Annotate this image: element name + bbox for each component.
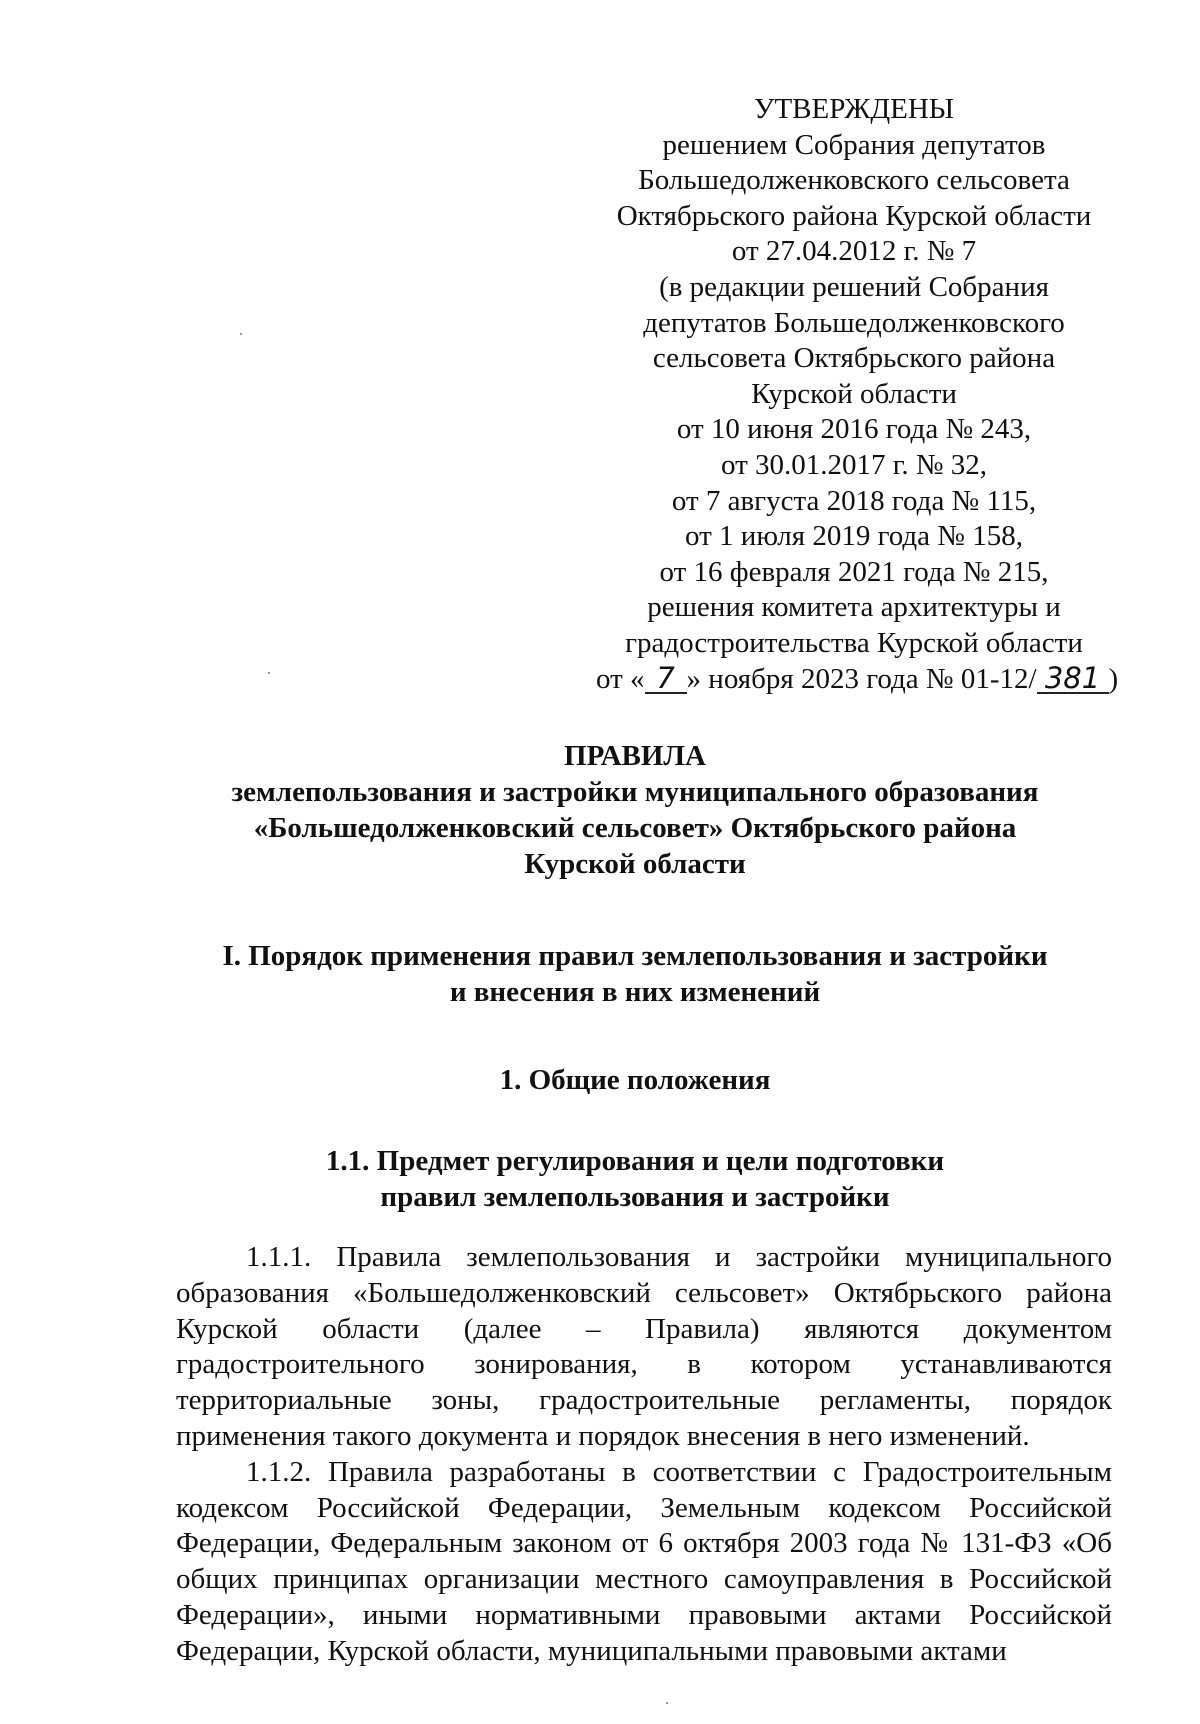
title-line: землепользования и застройки муниципального образования <box>231 776 1039 808</box>
date-suffix: ) <box>1108 662 1119 695</box>
scan-speck <box>666 1702 668 1704</box>
scan-speck <box>240 333 242 335</box>
handwritten-number: 381 <box>1037 664 1109 694</box>
subsection-line: 1. Общие положения <box>499 1064 771 1096</box>
section-line: I. Порядок применения правил землепользования и застройки <box>222 940 1048 972</box>
handwritten-day: 7 <box>645 664 687 694</box>
date-prefix: от « <box>596 662 645 695</box>
subsubsection-line: правил землепользования и застройки <box>380 1181 890 1213</box>
approval-line: (в редакции решений Собрания <box>659 270 1049 303</box>
title-heading: ПРАВИЛА <box>564 740 706 772</box>
approval-line: от 7 августа 2018 года № 115, <box>671 484 1037 517</box>
section-heading <box>180 938 1090 1010</box>
approval-line: решением Собрания депутатов <box>662 128 1046 161</box>
approval-line: решения комитета архитектуры и <box>647 591 1061 624</box>
approval-line: сельсовета Октябрьского района <box>652 342 1056 375</box>
paragraph: 1.1.1. Правила землепользования и застройки муниципального образования «Большедолженковский сельсовет» Октябрьского района Курской области (далее – Правила) являются документом градостроительного зонирования, в котором устанавливаются территориальные зоны, градостроительные регламенты, порядок применения такого документа и порядок внесения в него изменений. <box>176 1241 1112 1452</box>
approval-line: УТВЕРЖДЕНЫ <box>753 93 955 125</box>
title-line: «Большедолженковский сельсовет» Октябрьского района <box>253 812 1017 844</box>
approval-line: градостроительства Курской области <box>625 626 1083 659</box>
section-line: и внесения в них изменений <box>449 976 821 1008</box>
date-middle: » ноября 2023 года № 01-12/ <box>686 662 1037 695</box>
approval-line: Большедолженковского сельсовета <box>638 164 1070 197</box>
title-line: Курской области <box>524 848 746 880</box>
subsection-heading <box>180 1062 1090 1098</box>
body-text <box>176 1240 1112 1670</box>
approval-date-line <box>596 660 1119 698</box>
subsubsection-heading <box>180 1143 1090 1215</box>
approval-line: депутатов Большедолженковского <box>643 306 1065 339</box>
approval-line: Октябрьского района Курской области <box>616 199 1092 232</box>
document-title <box>180 738 1090 882</box>
approval-line: от 1 июля 2019 года № 158, <box>685 520 1023 553</box>
subsubsection-line: 1.1. Предмет регулирования и цели подготовки <box>325 1145 945 1177</box>
scan-speck <box>268 672 270 674</box>
approval-line: от 30.01.2017 г. № 32, <box>720 448 988 481</box>
approval-stamp-block <box>596 92 1119 697</box>
approval-line: Курской области <box>751 377 957 410</box>
approval-line: от 27.04.2012 г. № 7 <box>731 235 977 268</box>
approval-line: от 16 февраля 2021 года № 215, <box>659 555 1049 588</box>
approval-line: от 10 июня 2016 года № 243, <box>676 413 1032 446</box>
paragraph: 1.1.2. Правила разработаны в соответствии с Градостроительным кодексом Российской Федерации, Земельным кодексом Российской Федерации, Федеральным законом от 6 октября 2003 года № 131-ФЗ «Об общих принципах организации местного самоуправления в Российской Федерации», иными нормативными правовыми актами Российской Федерации, Курской области, муниципальными правовыми актами <box>176 1455 1112 1667</box>
